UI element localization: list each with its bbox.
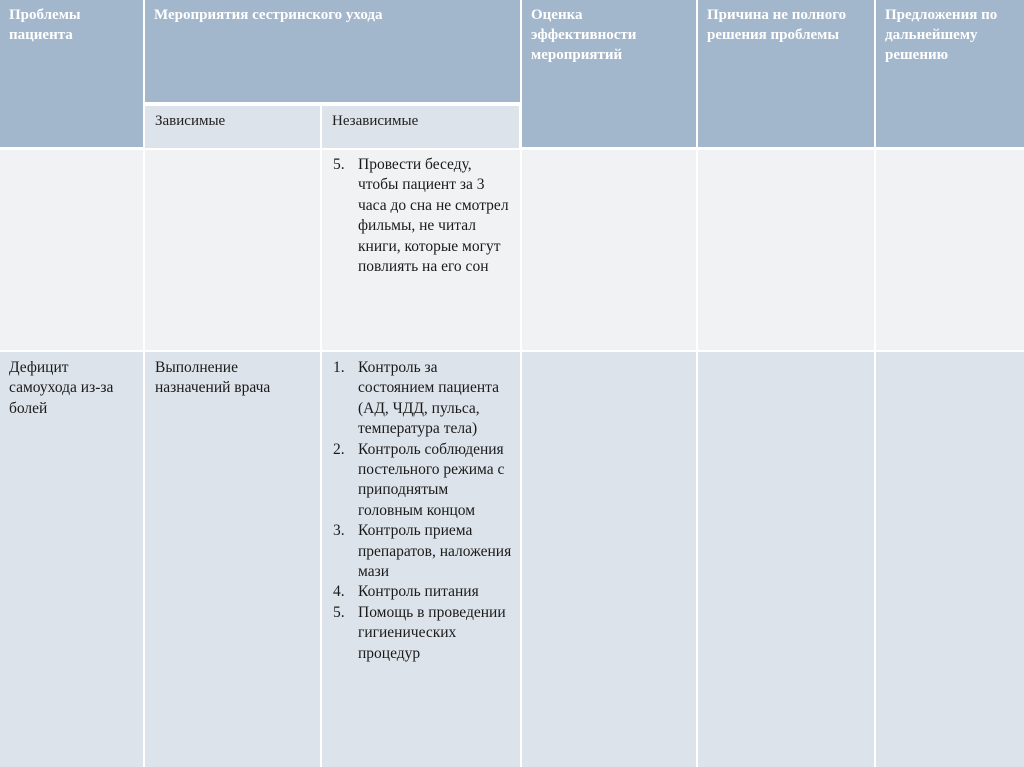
list-item-text: Контроль соблюдения постельного режима с приподнятым головным концом <box>358 440 505 519</box>
row2-independent-list <box>333 358 514 664</box>
header-dependent-label: Зависимые <box>155 113 226 129</box>
header-nursing-care <box>145 0 520 102</box>
list-item-number: 2. <box>333 440 345 458</box>
header-efficiency <box>522 0 696 147</box>
row2-reason <box>698 352 874 767</box>
list-item <box>333 582 514 602</box>
row2-problem-text: Дефицит самоухода из-за болей <box>9 359 114 417</box>
list-item-text: Помощь в проведении гигиенических процедур <box>358 603 506 662</box>
list-item-number: 1. <box>333 359 345 376</box>
list-item-text: Контроль питания <box>358 583 479 601</box>
row1-problem <box>0 150 143 350</box>
header-suggestions <box>876 0 1024 147</box>
header-independent <box>322 106 519 148</box>
row1-efficiency <box>522 150 696 350</box>
list-item <box>333 440 514 522</box>
row2-suggestions <box>876 352 1024 767</box>
header-dependent <box>145 106 320 148</box>
list-item-text: Контроль за состоянием пациента (АД, ЧДД, пульса, температура тела) <box>358 359 499 438</box>
header-nursing-care-label: Мероприятия сестринского ухода <box>154 7 383 23</box>
list-item-number: 4. <box>333 583 345 601</box>
list-item-number: 5. <box>333 156 345 173</box>
list-item <box>333 155 514 277</box>
list-item-number: 5. <box>333 603 345 621</box>
list-item <box>333 603 514 664</box>
header-reason <box>698 0 874 147</box>
header-efficiency-label: Оценка эффективности мероприятий <box>531 7 637 63</box>
list-item-text: Контроль приема препаратов, наложения мази <box>358 522 512 581</box>
list-item-text: Провести беседу, чтобы пациент за 3 часа до сна не смотрел фильмы, не читал книги, которые могут повлиять на его сон <box>358 156 509 276</box>
row2-dependent-text: Выполнение назначений врача <box>155 359 271 397</box>
row1-suggestions <box>876 150 1024 350</box>
header-reason-label: Причина не полного решения проблемы <box>707 7 847 43</box>
row2-independent <box>322 352 520 767</box>
header-independent-label: Независимые <box>332 113 419 129</box>
row1-independent-list <box>333 155 514 277</box>
header-suggestions-label: Предложения по дальнейшему решению <box>885 7 998 63</box>
header-problems <box>0 0 143 147</box>
header-problems-label: Проблемы пациента <box>9 7 81 43</box>
row2-dependent <box>145 352 320 767</box>
row1-independent <box>322 150 520 350</box>
list-item <box>333 358 514 440</box>
list-item <box>333 521 514 582</box>
row1-reason <box>698 150 874 350</box>
row1-dependent <box>145 150 320 350</box>
list-item-number: 3. <box>333 522 345 540</box>
row2-efficiency <box>522 352 696 767</box>
row2-problem <box>0 352 143 767</box>
